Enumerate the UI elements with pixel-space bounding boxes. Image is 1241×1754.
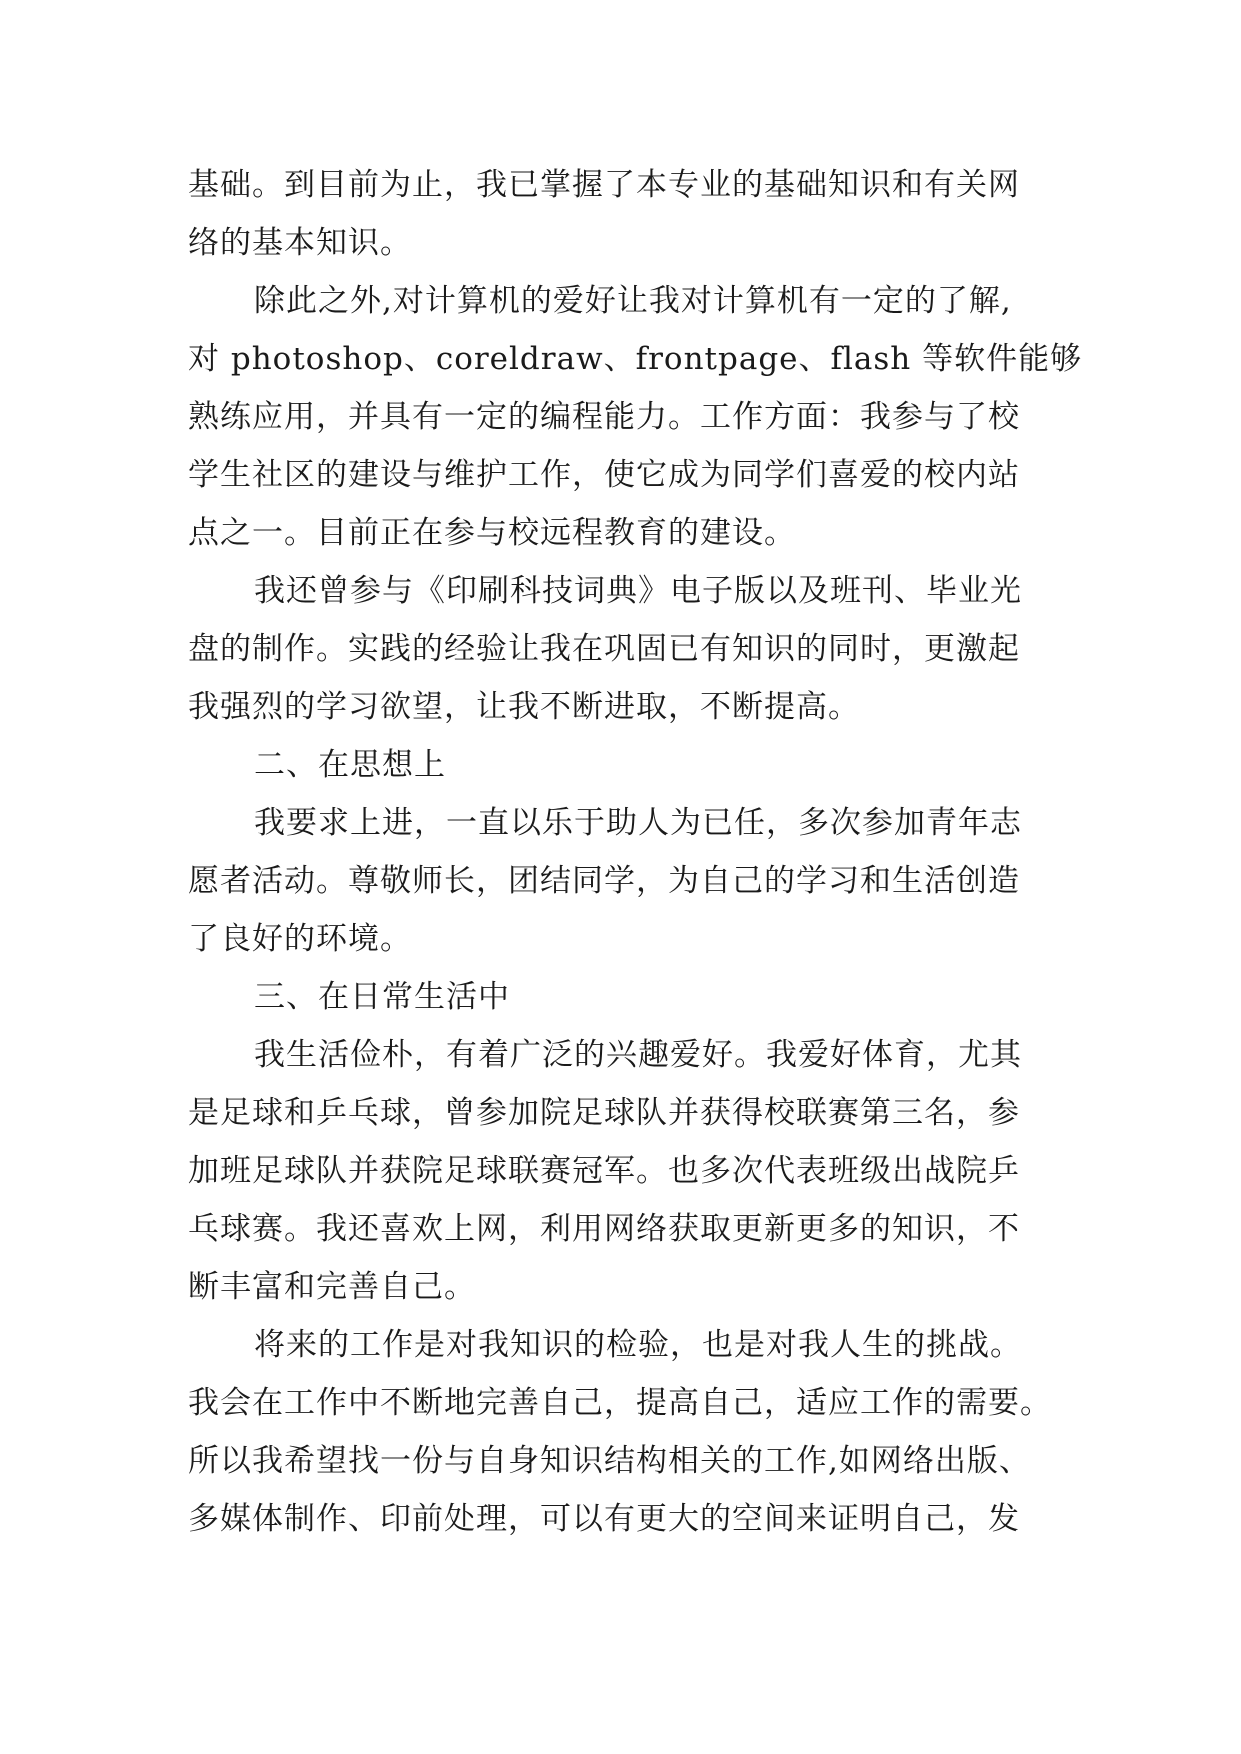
text-line: 基础。到目前为止，我已掌握了本专业的基础知识和有关网 <box>188 167 1020 203</box>
text-line: 我还曾参与《印刷科技词典》电子版以及班刊、毕业光 <box>254 573 1022 609</box>
text-line: 愿者活动。尊敬师长，团结同学，为自己的学习和生活创造 <box>188 863 1020 899</box>
text-line: 二、在思想上 <box>254 747 446 783</box>
text-line: 除此之外,对计算机的爱好让我对计算机有一定的了解, <box>254 283 1012 319</box>
text-line: 对 photoshop、coreldraw、frontpage、flash 等软件能够 <box>188 341 1083 377</box>
text-line: 了良好的环境。 <box>188 921 412 957</box>
text-line: 多媒体制作、印前处理，可以有更大的空间来证明自己，发 <box>188 1501 1020 1537</box>
text-line: 三、在日常生活中 <box>254 979 510 1015</box>
text-line: 盘的制作。实践的经验让我在巩固已有知识的同时，更激起 <box>188 631 1020 667</box>
text-line: 我生活俭朴，有着广泛的兴趣爱好。我爱好体育，尤其 <box>254 1037 1022 1073</box>
text-line: 加班足球队并获院足球联赛冠军。也多次代表班级出战院乒 <box>188 1153 1020 1189</box>
text-line: 我强烈的学习欲望，让我不断进取，不断提高。 <box>188 689 860 725</box>
text-line: 点之一。目前正在参与校远程教育的建设。 <box>188 515 796 551</box>
text-line: 我要求上进，一直以乐于助人为已任，多次参加青年志 <box>254 805 1022 841</box>
text-line: 是足球和乒乓球，曾参加院足球队并获得校联赛第三名，参 <box>188 1095 1020 1131</box>
document-body <box>188 156 1088 1548</box>
text-line: 熟练应用，并具有一定的编程能力。工作方面：我参与了校 <box>188 399 1020 435</box>
text-line: 乓球赛。我还喜欢上网，利用网络获取更新更多的知识，不 <box>188 1211 1020 1247</box>
text-line: 所以我希望找一份与自身知识结构相关的工作,如网络出版、 <box>188 1443 1031 1479</box>
text-line: 络的基本知识。 <box>188 225 412 261</box>
text-line: 学生社区的建设与维护工作，使它成为同学们喜爱的校内站 <box>188 457 1020 493</box>
text-line: 将来的工作是对我知识的检验，也是对我人生的挑战。 <box>254 1327 1022 1363</box>
text-line: 断丰富和完善自己。 <box>188 1269 476 1305</box>
text-line: 我会在工作中不断地完善自己，提高自己，适应工作的需要。 <box>188 1385 1052 1421</box>
